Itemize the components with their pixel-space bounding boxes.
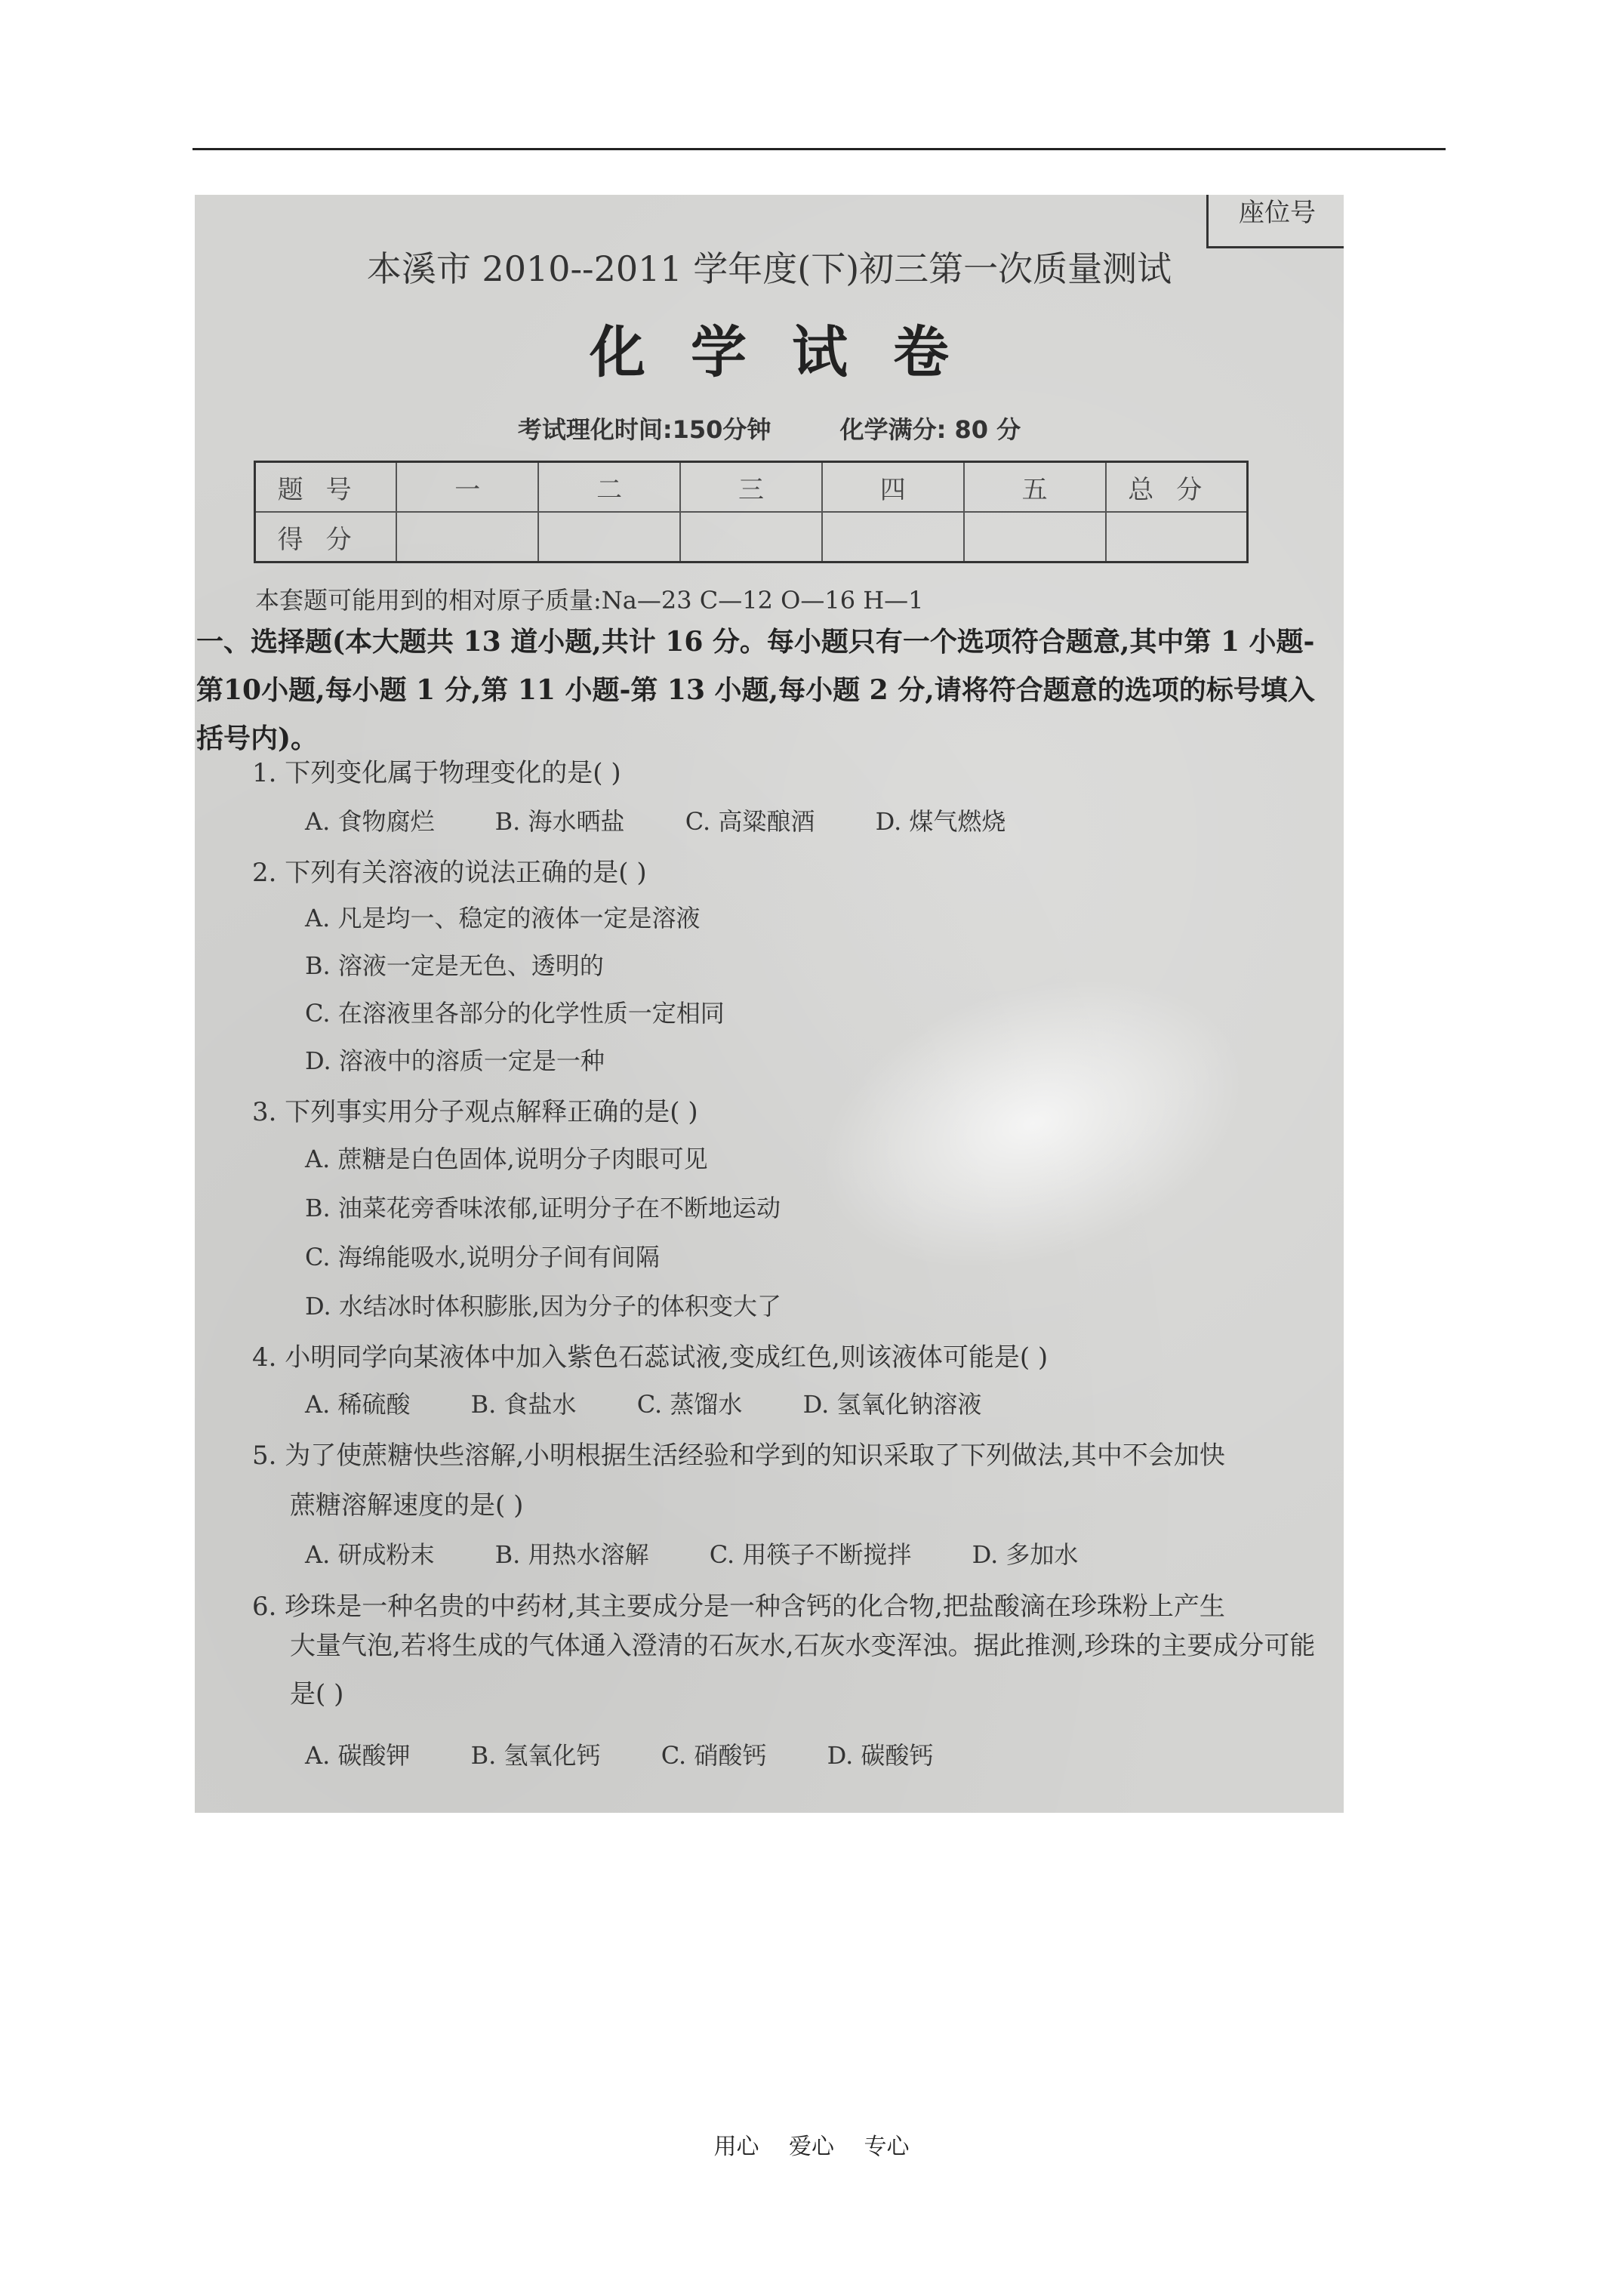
score-table-cell: 得分 <box>255 512 397 562</box>
option: B. 用热水溶解 <box>494 1540 649 1569</box>
option: D. 煤气燃烧 <box>875 807 1006 836</box>
question-stem-continued: 蔗糖溶解速度的是( ) <box>290 1490 524 1521</box>
scanned-exam-page <box>195 195 1344 1813</box>
score-table-cell: 三 <box>680 462 822 513</box>
option: D. 氢氧化钠溶液 <box>802 1390 982 1419</box>
score-blank <box>822 512 964 562</box>
option: C. 高粱酿酒 <box>685 807 815 836</box>
question-stem-continued: 大量气泡,若将生成的气体通入澄清的石灰水,石灰水变浑浊。据此推测,珍珠的主要成分可能是( ) <box>290 1631 1316 1709</box>
option: D. 水结冰时体积膨胀,因为分子的体积变大了 <box>305 1292 782 1321</box>
option: B. 食盐水 <box>470 1390 577 1419</box>
option: A. 稀硫酸 <box>305 1390 411 1419</box>
score-blank <box>538 512 680 562</box>
score-table-cell: 五 <box>964 462 1106 513</box>
exam-time-info <box>195 411 1344 445</box>
option: B. 溶液一定是无色、透明的 <box>305 951 604 980</box>
option: C. 海绵能吸水,说明分子间有间隔 <box>305 1243 660 1271</box>
question-stem: 6. 珍珠是一种名贵的中药材,其主要成分是一种含钙的化合物,把盐酸滴在珍珠粉上产生 <box>252 1592 1225 1622</box>
score-table <box>254 461 1249 563</box>
question-stem: 3. 下列事实用分子观点解释正确的是( ) <box>252 1097 698 1127</box>
option: C. 用筷子不断搅拌 <box>709 1540 912 1569</box>
option: C. 硝酸钙 <box>661 1741 767 1770</box>
score-blank <box>1106 512 1248 562</box>
score-table-cell: 四 <box>822 462 964 513</box>
option: A. 研成粉末 <box>305 1540 435 1569</box>
header-rule <box>192 148 1446 150</box>
full-score: 化学满分: 80 分 <box>839 415 1021 444</box>
option: D. 多加水 <box>972 1540 1079 1569</box>
option: A. 碳酸钾 <box>305 1741 411 1770</box>
question-stem: 1. 下列变化属于物理变化的是( ) <box>252 758 621 788</box>
option: D. 碳酸钙 <box>827 1741 934 1770</box>
score-table-cell: 二 <box>538 462 680 513</box>
atomic-mass-note: 本套题可能用到的相对原子质量:Na—23 C—12 O—16 H—1 <box>255 586 924 615</box>
question-stem: 4. 小明同学向某液体中加入紫色石蕊试液,变成红色,则该液体可能是( ) <box>252 1342 1049 1373</box>
score-table-header-row <box>255 462 1248 513</box>
option: C. 在溶液里各部分的化学性质一定相同 <box>305 999 725 1028</box>
question-options <box>305 1737 986 1771</box>
question-options <box>305 1385 1034 1420</box>
exam-duration: 考试理化时间:150分钟 <box>517 415 771 444</box>
seat-number-box: 座位号 <box>1206 195 1344 248</box>
score-blank <box>964 512 1106 562</box>
exam-subtitle: 本溪市 2010--2011 学年度(下)初三第一次质量测试 <box>366 248 1172 289</box>
score-table-cell: 题号 <box>255 462 397 513</box>
score-table-cell: 总分 <box>1106 462 1248 513</box>
question-stem: 2. 下列有关溶液的说法正确的是( ) <box>252 858 647 888</box>
score-blank <box>396 512 538 562</box>
page-footer: 用心 爱心 专心 <box>713 2134 910 2160</box>
question-options <box>305 803 1058 837</box>
section-heading: 一、选择题(本大题共 13 道小题,共计 16 分。每小题只有一个选项符合题意,其中第 1 小题-第10小题,每小题 1 分,第 11 小题-第 13 小题,每小题 2 分,请将符合题意的选项的标号填入括号内)。 <box>196 626 1315 754</box>
option: C. 蒸馏水 <box>636 1390 743 1419</box>
question-options <box>305 1536 1131 1570</box>
score-blank <box>680 512 822 562</box>
option: A. 蔗糖是白色固体,说明分子肉眼可见 <box>305 1145 708 1173</box>
option: B. 油菜花旁香味浓郁,证明分子在不断地运动 <box>305 1194 781 1222</box>
scan-smudge <box>783 926 1283 1321</box>
option: A. 食物腐烂 <box>305 807 435 836</box>
option: D. 溶液中的溶质一定是一种 <box>305 1046 605 1075</box>
option: B. 海水晒盐 <box>494 807 625 836</box>
question-stem: 5. 为了使蔗糖快些溶解,小明根据生活经验和学到的知识采取了下列做法,其中不会加快 <box>252 1441 1225 1471</box>
option: A. 凡是均一、稳定的液体一定是溶液 <box>305 904 701 932</box>
score-table-cell: 一 <box>396 462 538 513</box>
option: B. 氢氧化钙 <box>470 1741 601 1770</box>
exam-title: 化学试卷 <box>590 320 994 385</box>
score-table-score-row <box>255 512 1248 562</box>
